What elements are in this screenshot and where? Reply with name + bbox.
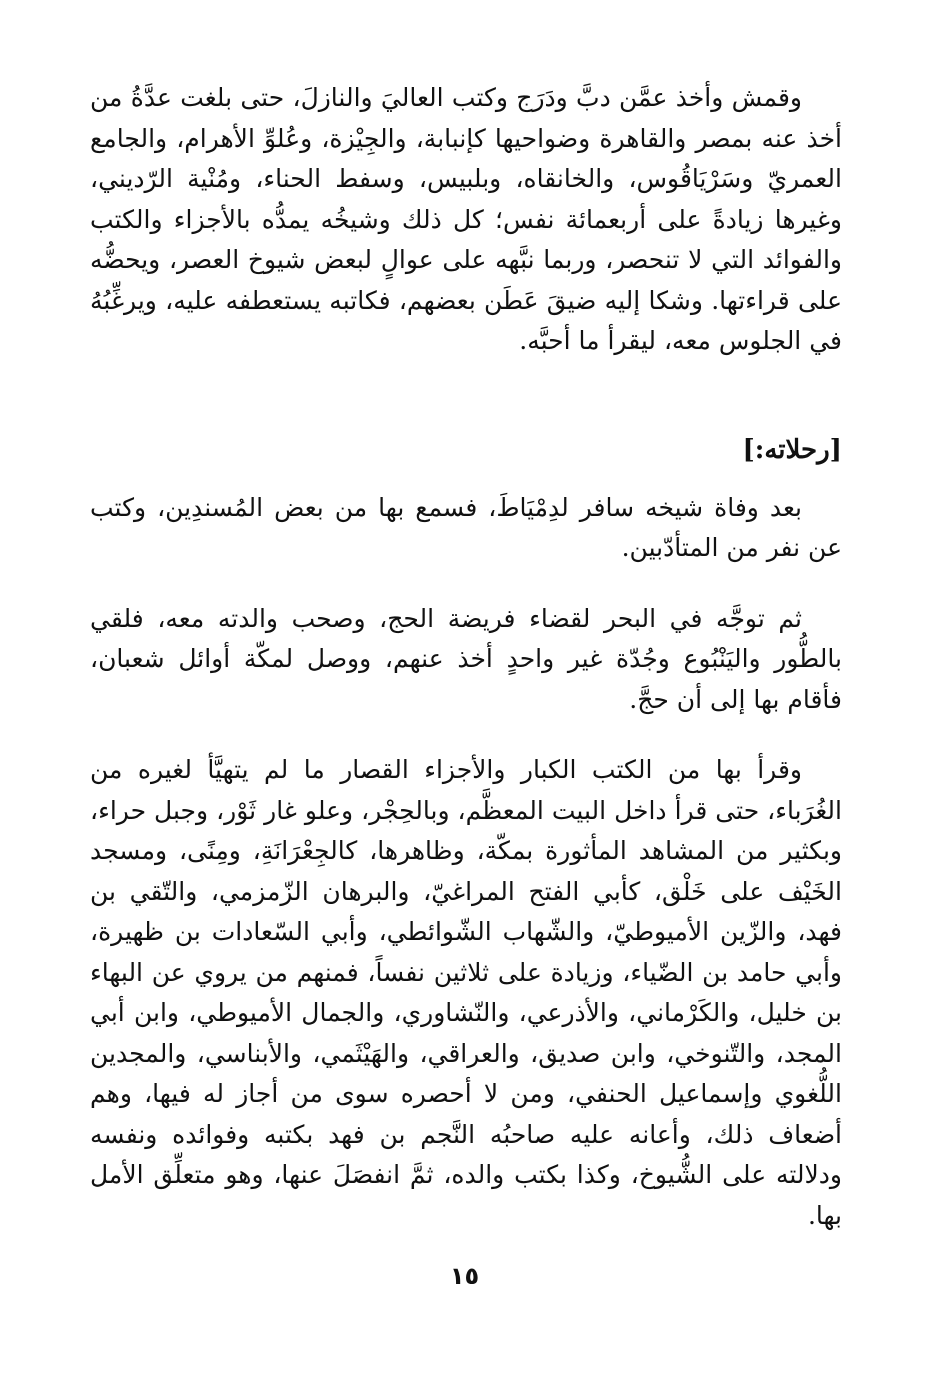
section-heading-travels: [رحلاته:]	[742, 434, 842, 465]
paragraph-studies: وقمش وأخذ عمَّن دبَّ ودَرَج وكتب العاليَ والنازلَ، حتى بلغت عدَّةُ من أخذ عنه بمصر والقاهرة وضواحيها كإنبابة، والجِيْزة، وعُلوِّ الأهرام، والجامع العمريّ وسَرْيَاقُوس، والخانقاه، وبلبيس، وسفط الحناء، ومُنْية الرّديني، وغيرها زيادةً على أربعمائة نفس؛ كل ذلك وشيخُه يمدُّه بالأجزاء والكتب والفوائد التي لا تنحصر، وربما نبَّهه على عوالٍ لبعض شيوخ العصر، ويحضُّه على قراءتها. وشكا إليه ضيقَ عَطَن بعضهم، فكاتبه يستعطفه عليه، ويرغِّبُهُ في الجلوس معه، ليقرأ ما أحبَّه.	[90, 83, 842, 355]
paragraph-mecca-readings: وقرأ بها من الكتب الكبار والأجزاء القصار ما لم يتهيَّأ لغيره من الغُرَباء، حتى قرأ داخل البيت المعظَّم، وبالحِجْر، وعلو غار ثَوْر، وجبل حراء، وبكثير من المشاهد المأثورة بمكّة، وظاهرها، كالجِعْرَانَةِ، ومِنًى، ومسجد الخَيْف على خَلْق، كأبي الفتح المراغيّ، والبرهان الزّمزمي، والتّقي بن فهد، والزّين الأميوطيّ، والشّهاب الشّوائطي، وأبي السّعادات بن ظهيرة، وأبي حامد بن الضّياء، وزيادة على ثلاثين نفساً، فمنهم من يروي عن البهاء بن خليل، والكَرْماني، والأذرعي، والنّشاوري، والجمال الأميوطي، وابن أبي المجد، والتّنوخي، وابن صديق، والعراقي، والهَيْثَمي، والأبناسي، والمجدين اللُّغوي وإسماعيل الحنفي، ومن لا أحصره سوى من أجاز له فيها، وهم أضعاف ذلك، وأعانه عليه صاحبُه النَّجم بن فهد بكتبه وفوائده ونفسه ودلالته على الشُّيوخ، وكذا بكتب والده، ثمَّ انفصَلَ عنها، وهو متعلِّق الأمل بها.	[90, 755, 843, 1230]
page-number: ١٥	[449, 1262, 480, 1290]
page-body	[90, 78, 842, 1236]
paragraph-damietta: بعد وفاة شيخه سافر لدِمْيَاطَ، فسمع بها من بعض المُسندِين، وكتب عن نفر من المتأدّبين.	[90, 492, 842, 562]
paragraph-hajj: ثم توجَّه في البحر لقضاء فريضة الحج، وصحب والدته معه، فلقي بالطُّور واليَنْبُوع وجُدّة غير واحدٍ أخذ عنهم، ووصل لمكّة أوائل شعبان، فأقام بها إلى أن حجَّ.	[90, 603, 842, 714]
